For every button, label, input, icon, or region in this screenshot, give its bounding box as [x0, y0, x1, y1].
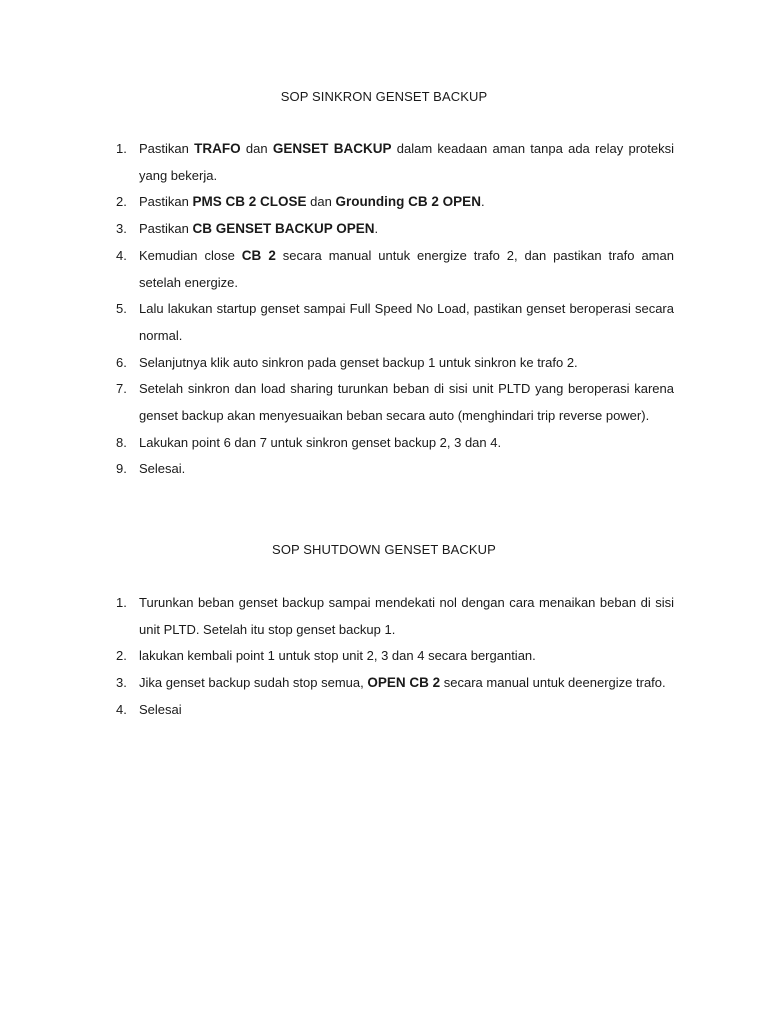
sinkron-step-1	[116, 136, 674, 189]
step-text	[139, 301, 674, 343]
step-text-emphasis: OPEN CB 2	[367, 675, 441, 691]
sinkron-step-4	[116, 243, 674, 296]
step-text-emphasis: CB GENSET BACKUP OPEN	[192, 221, 375, 237]
step-text	[139, 595, 674, 637]
sinkron-step-3	[116, 216, 674, 243]
step-text-segment: Lalu lakukan startup genset sampai Full Speed No Load, pastikan genset beroperasi secara normal.	[139, 301, 674, 343]
step-text	[139, 648, 536, 663]
step-text-emphasis: GENSET BACKUP	[272, 141, 392, 156]
step-text-segment: dan	[306, 194, 336, 210]
shutdown-step-1	[116, 590, 674, 643]
step-number: 6.	[116, 354, 127, 370]
step-text-segment: dan	[240, 141, 273, 156]
step-text-segment: Selanjutnya klik auto sinkron pada genset backup 1 untuk sinkron ke trafo 2.	[139, 354, 578, 370]
sinkron-step-8	[116, 430, 674, 457]
step-text-segment: Pastikan	[139, 141, 195, 156]
step-text-segment: Pastikan	[139, 221, 193, 237]
step-text-segment: Jika genset backup sudah stop semua,	[139, 675, 368, 691]
step-text-segment: dalam keadaan aman tanpa ada relay proteksi yang bekerja.	[139, 141, 674, 183]
step-text	[139, 355, 578, 370]
step-text-segment: Pastikan	[139, 194, 193, 210]
section-title-sinkron: SOP SINKRON GENSET BACKUP	[280, 89, 488, 104]
step-text-segment: Selesai	[139, 701, 182, 717]
section-title-shutdown: SOP SHUTDOWN GENSET BACKUP	[272, 542, 496, 557]
step-text-segment: secara manual untuk energize trafo 2, dan pastikan trafo aman setelah energize.	[139, 247, 674, 290]
step-text-emphasis: PMS CB 2 CLOSE	[192, 194, 307, 210]
shutdown-step-2	[116, 643, 674, 670]
step-text-segment: lakukan kembali point 1 untuk stop unit 2, 3 dan 4 secara bergantian.	[139, 648, 536, 664]
step-text-emphasis: TRAFO	[194, 141, 241, 156]
step-text-segment: Turunkan beban genset backup sampai mendekati nol dengan cara menaikan beban di sisi unit PLTD. Setelah itu stop genset backup 1.	[139, 595, 674, 637]
step-text	[139, 141, 674, 183]
step-text-segment: Setelah sinkron dan load sharing turunkan beban di sisi unit PLTD yang beroperasi karena genset backup akan menyesuaikan beban secara auto (menghindari trip reverse power).	[139, 381, 674, 424]
step-text-segment: Selesai.	[139, 461, 186, 477]
shutdown-step-3	[116, 670, 674, 697]
step-number: 2.	[116, 648, 127, 664]
step-number: 3.	[116, 221, 127, 237]
step-text	[139, 702, 182, 717]
sinkron-steps-list	[116, 136, 674, 483]
sinkron-step-6	[116, 350, 674, 377]
shutdown-steps-list	[116, 590, 674, 724]
step-text-segment: .	[374, 221, 379, 237]
step-text	[139, 675, 666, 690]
step-number: 8.	[116, 434, 127, 450]
step-number: 1.	[116, 595, 127, 610]
step-number: 1.	[116, 141, 127, 156]
step-text-emphasis: Grounding CB 2 OPEN	[335, 194, 481, 210]
step-text-emphasis: CB 2	[241, 247, 276, 263]
step-number: 4.	[116, 247, 127, 263]
sinkron-step-5	[116, 296, 674, 349]
step-text-segment: Lakukan point 6 dan 7 untuk sinkron genset backup 2, 3 dan 4.	[139, 434, 502, 450]
sinkron-step-7	[116, 376, 674, 429]
step-text	[139, 248, 674, 290]
sinkron-step-9	[116, 456, 674, 483]
step-number: 9.	[116, 461, 127, 477]
step-text	[139, 194, 485, 209]
step-number: 4.	[116, 701, 127, 717]
sinkron-step-2	[116, 189, 674, 216]
step-text-segment: .	[480, 194, 485, 210]
step-number: 3.	[116, 675, 127, 691]
step-text-segment: Kemudian close	[139, 247, 242, 263]
step-number: 2.	[116, 194, 127, 210]
step-text	[139, 461, 185, 476]
step-text	[139, 435, 501, 450]
step-text	[139, 221, 378, 236]
step-number: 7.	[116, 381, 127, 397]
step-number: 5.	[116, 301, 127, 317]
shutdown-step-4	[116, 697, 674, 724]
step-text	[139, 381, 674, 423]
step-text-segment: secara manual untuk deenergize trafo.	[440, 675, 666, 691]
